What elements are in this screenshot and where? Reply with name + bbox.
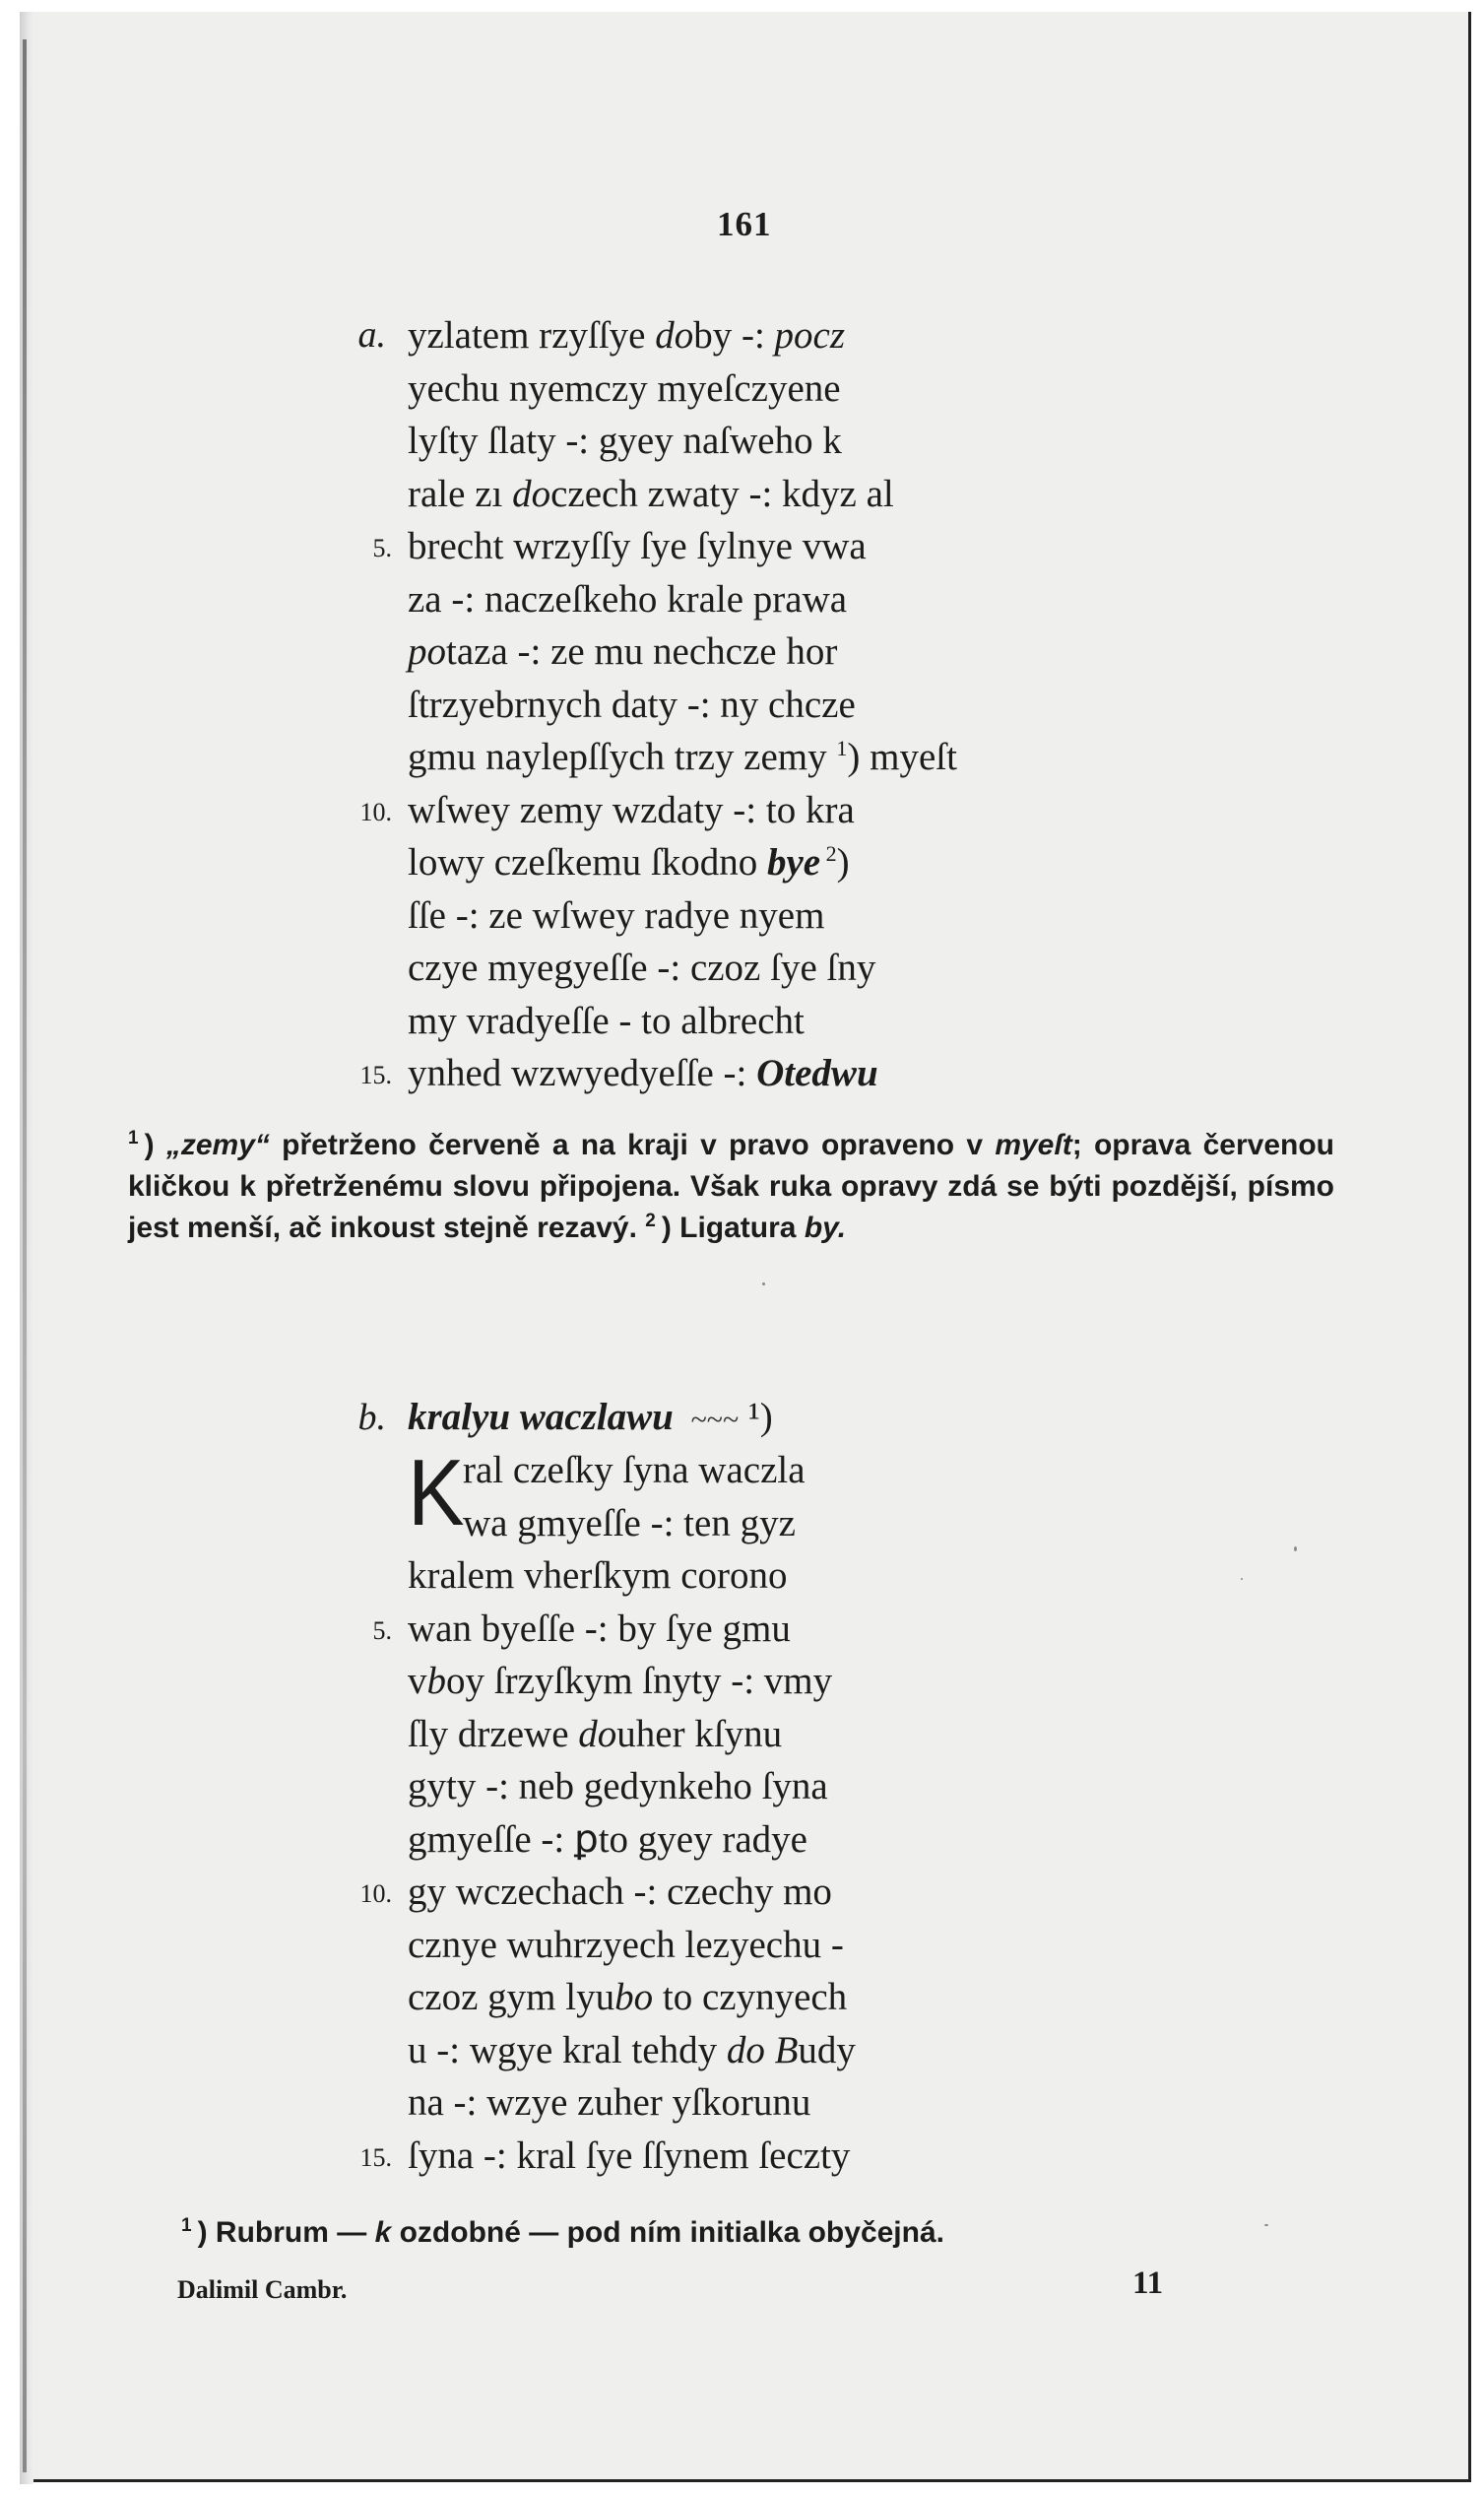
footnote-text: ; oprava červenou kličkou k přetrženému slovu připojena. Však ruka opravy zdá se býti pozdější, písmo jest menší, ač inkoust stejně rezavý. [128,1129,1335,1244]
footnote-text: ozdobné — pod ním initialka obyčejná. [391,2216,944,2249]
poem-section-a [357,309,957,1100]
poem-line [408,625,957,679]
line-text: do [578,1712,617,1755]
line-text: udy [798,2028,856,2071]
line-text: za -: naczeſkeho krale prawa [408,577,848,621]
line-text: bo [614,1976,654,2018]
line-number: 5. [372,1615,392,1645]
sheet-number: 11 [1132,2265,1164,2301]
line-text: v [408,1660,427,1702]
line-text: u -: wgye kral tehdy [408,2028,727,2071]
line-text: do [655,314,694,357]
initial-line-2: wa gmyeſſe -: ten gyz [463,1501,796,1544]
line-text: cznye wuhrzyech lezyechu - [408,1923,844,1966]
line-text: oy ſrzyſkym ſnyty -: vmy [446,1660,833,1702]
footnote-text: 2 [645,1211,656,1231]
line-text: po [408,630,446,673]
initial-line-1: ral czeſky ſyna waczla [463,1449,806,1491]
line-text: ) myeſt [847,736,957,778]
line-text: gmu naylepſſych trzy zemy [408,736,837,778]
line-text: ſſe -: ze wſwey radye nyem [408,893,825,937]
line-text: uher kſynu [616,1712,783,1755]
line-text: Otedwu [756,1052,878,1094]
poem-line [408,1813,856,1867]
line-text: lowy czeſkemu ſkodno [408,841,767,884]
poem-line [408,1760,856,1813]
footnote-text: 1 [128,1128,139,1149]
line-text: lyſty ſlaty -: gyey naſweho k [408,420,842,462]
poem-lines-b [359,1549,856,2182]
line-text: na -: wzye zuher yſkorunu [408,2081,811,2124]
poem-line [408,1708,856,1761]
poem-line [408,2076,856,2130]
line-text: my vradyeſſe - to albrecht [408,999,805,1042]
line-text: ynhed wzwyedyeſſe -: [408,1052,757,1094]
line-text: b [426,1660,446,1702]
line-number: 15. [359,1061,392,1089]
poem-line [359,2130,856,2183]
poem-lines-a [357,309,957,1100]
line-text: yechu nyemczy myeſczyene [408,366,841,410]
line-number: 5. [372,534,392,562]
line-text: yzlatem rzyſſye [408,314,656,357]
line-text: gyty -: neb gedynkeho ſyna [408,1765,828,1807]
line-text: czye myegyeſſe -: czoz ſye ſny [408,947,876,989]
poem-line [408,1549,856,1603]
footnote-text: ) Ligatura [661,1212,805,1244]
poem-line [372,520,957,573]
line-text: to czynyech [653,1976,848,2018]
line-text: ſly drzewe [408,1712,579,1755]
section-heading [357,1391,856,1444]
line-text: wſwey zemy wzdaty -: to kra [408,788,855,831]
poem-line [408,468,957,521]
poem-line [408,889,957,943]
poem-line [408,1655,856,1708]
line-number: 10. [359,797,392,826]
line-text: bye [767,841,821,884]
poem-line [372,1603,856,1656]
heading-text: kralyu waczlawu [408,1396,674,1438]
footnote-text: přetrženo červeně a na kraji v pravo opraveno v [269,1129,996,1161]
page-number: 161 [717,205,772,243]
section-label: b. [357,1397,386,1438]
section-label: a. [357,314,386,356]
line-text: wan byeſſe -: by ſye gmu [408,1607,791,1650]
footnote-text: ) [144,1129,166,1161]
footnote-section-b [181,2212,1387,2254]
poem-line [408,415,957,468]
line-text: brecht wrzyſſy ſye ſylnye vwa [408,525,867,567]
poem-line [357,309,957,362]
line-number: 15. [359,2142,392,2172]
poem-line [408,1971,856,2024]
initial-block [408,1440,856,1549]
signature-mark: Dalimil Cambr. [177,2275,348,2304]
line-text: ſyna -: kral ſye ſſynem ſeczty [408,2134,851,2177]
line-number: 10. [359,1879,392,1908]
paper-speck [1264,2224,1268,2226]
poem-line [408,573,957,626]
heading-tilde: ~~~ [690,1404,740,1436]
line-text: 1 [836,736,848,760]
footnote-text: 1 [181,2215,192,2236]
poem-line [359,784,957,837]
paper-speck [1294,1546,1297,1551]
footnote-text: ) Rubrum — [197,2216,375,2249]
line-text: do [512,472,551,515]
book-spine [23,39,27,2472]
poem-line [408,679,957,732]
paper-speck [1241,1578,1243,1580]
line-text: czoz gym lyu [408,1976,615,2018]
poem-line [408,2024,856,2077]
line-text: kralem vherſkym corono [408,1554,788,1597]
book-page [33,12,1471,2482]
poem-line [408,995,957,1048]
initial-letter: K [408,1440,465,1545]
line-text: pocz [774,314,846,357]
line-text: taza -: ze mu nechcze hor [446,630,838,673]
line-text: 2 [820,841,837,866]
line-text: ſtrzyebrnych daty -: ny chcze [408,683,856,726]
line-text: czech zwaty -: kdyz al [550,472,894,515]
heading-footnote-ref: ¹) [748,1396,773,1438]
footnote-section-a [128,1125,1334,1249]
poem-line [408,836,957,889]
footnote-text: „zemy“ [165,1129,270,1161]
line-text: by -: [693,314,775,357]
line-text: do B [726,2028,799,2071]
line-text: ) [836,841,850,884]
line-text: gy wczechach -: czechy mo [408,1871,832,1913]
poem-line [408,731,957,784]
line-text: gmyeſſe -: ꝑto gyey radye [408,1817,807,1861]
poem-line [408,1919,856,1972]
poem-line [408,362,957,416]
footnote-text: by. [804,1212,847,1244]
line-text: rale zı [408,472,513,515]
poem-section-b [357,1391,856,2182]
footnote-text: myeſt [995,1129,1072,1161]
paper-speck [762,1282,765,1285]
poem-line [359,1047,957,1100]
poem-line [359,1866,856,1919]
footnote-text: k [374,2216,392,2249]
poem-line [408,942,957,995]
